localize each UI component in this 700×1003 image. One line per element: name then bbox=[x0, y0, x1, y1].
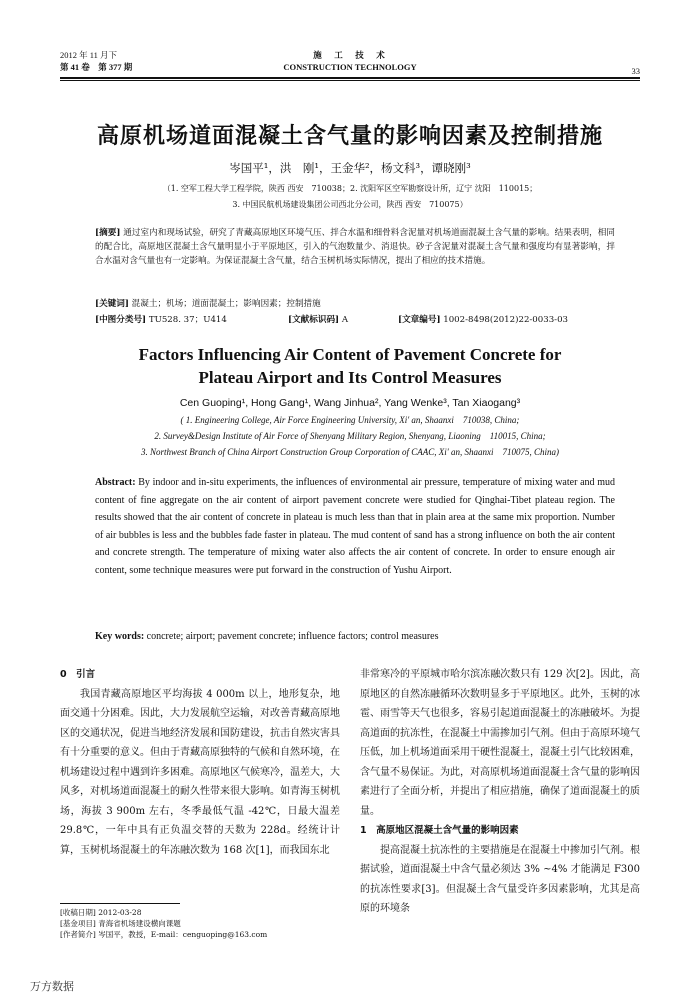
abstract-en bbox=[95, 474, 615, 580]
doc-code-value: A bbox=[341, 315, 349, 325]
keywords-en-label: Key words: bbox=[95, 631, 145, 642]
affiliation-cn-2: 3. 中国民航机场建设集团公司西北分公司，陕西 西安 710075） bbox=[232, 200, 468, 209]
keywords-cn-text: 混凝土；机场；道面混凝土；影响因素；控制措施 bbox=[131, 299, 321, 309]
right-paragraph-1: 非常寒冷的平原城市哈尔滨冻融次数只有 129 次[2]。因此，高原地区的自然冻融循环次数明显多于平原地区。此外，玉树的冰雹、雨雪等天气也很多，容易引起道面混凝土的冻融破坏。为提高道面的抗冻性，在混凝土中需掺加引气剂。但由于高原环境气压低，加上机场道面采用干硬性混凝土，混凝土引气比较困难，含气量不易保证。为此，对高原机场道面混凝土含气量的影响因素进行了全面分析，并提出了相应措施，确保了道面混凝土的质量。 bbox=[360, 669, 640, 817]
keywords-en bbox=[95, 628, 615, 646]
section-0-paragraph: 我国青藏高原地区平均海拔 4 000m 以上，地形复杂，地面交通十分困难。因此，大力发展航空运输，对改善青藏高原地区的交通状况，促进当地经济发展和国防建设，抗击自然灾害具有十分重要的意义。但由于青藏高原独特的气候和自然环境，在机场建设过程中遇到许多困难。高原地区气候寒冷，温差大，大风多，对机场道面混凝土的耐久性带来很大影响。如青海玉树机场，海拔 3 900m 左右，冬季最低气温 -42℃，日最大温差 29.8℃，一年中具有正负温交替的天数为 228d。经统计计算，玉树机场混凝土的年冻融次数为 168 次[1]，而我国东北 bbox=[60, 688, 340, 856]
doc-code bbox=[288, 313, 398, 327]
header-rule-thin bbox=[60, 80, 640, 81]
abstract-cn-text: 通过室内和现场试验，研究了青藏高原地区环境气压、拌合水温和细骨料含泥量对机场道面混凝土含气量的影响。结果表明，相同的配合比，高原地区混凝土含气量明显小于平原地区，引入的气泡数量少、消退快。砂子含泥量对混凝土含气量和强度均有显著影响，拌合水温对含气量也有一定影响。为保证混凝土含气量，结合玉树机场实际情况，提出了相应的技术措施。 bbox=[95, 228, 616, 267]
abstract-en-label: Abstract: bbox=[95, 477, 136, 488]
title-en-line2: Plateau Airport and Its Control Measures bbox=[198, 368, 502, 387]
keywords-cn bbox=[95, 297, 615, 311]
page-number: 33 bbox=[631, 66, 640, 76]
clc-number bbox=[95, 313, 285, 327]
clc-label: [中图分类号] bbox=[95, 315, 147, 325]
keywords-en-text: concrete; airport; pavement concrete; influence factors; control measures bbox=[146, 631, 439, 642]
footnote-rule bbox=[60, 903, 180, 904]
authors-cn: 岑国平¹，洪 刚¹，王金华²，杨文科³，谭晓刚³ bbox=[229, 161, 471, 175]
affiliation-en-1: ( 1. Engineering College, Air Force Engineering University, Xi' an, Shaanxi 710038, China; bbox=[180, 415, 520, 425]
article-number-value: 1002-8498(2012)22-0033-03 bbox=[443, 315, 569, 325]
abstract-en-text: By indoor and in-situ experiments, the influences of environmental air pressure, temperature of mixing water and mud content of fine aggregate on the air content of airport pavement concrete were studied for Qinghai-Tibet plateau region. The results showed that the air content of concrete in plateau is much less than that in plain area at the same mix proportion. Number of air bubbles is less and the bubbles fade faster in plateau. The mud content of sand has a strong influence on both the air content and concrete strength. The temperature of mixing water also affects the air content of concrete. In order to ensure enough air content, some technique measures were put forward in the construction of Yushu Airport. bbox=[95, 477, 616, 576]
affiliation-en-2: 2. Survey&Design Institute of Air Force of Shenyang Military Region, Shenyang, Liaoning 110015, China; bbox=[154, 431, 546, 441]
article-number-label: [文章编号] bbox=[398, 315, 441, 325]
authors-en: Cen Guoping¹, Hong Gang¹, Wang Jinhua², Yang Wenke³, Tan Xiaogang³ bbox=[179, 397, 521, 409]
footnote bbox=[60, 907, 340, 940]
section-1-heading: 1 高原地区混凝土含气量的影响因素 bbox=[360, 825, 519, 836]
article-number bbox=[398, 313, 620, 327]
header-rule bbox=[60, 77, 640, 79]
section-0-heading: 0 引言 bbox=[60, 669, 96, 680]
abstract-cn bbox=[95, 226, 615, 269]
journal-name-cn: 施 工 技 术 bbox=[313, 50, 387, 60]
issue-volume: 第 41 卷 第 377 期 bbox=[60, 62, 133, 72]
title-en-line1: Factors Influencing Air Content of Pavement Concrete for bbox=[138, 345, 562, 364]
clc-value: TU528. 37；U414 bbox=[148, 315, 227, 325]
doc-code-label: [文献标识码] bbox=[288, 315, 340, 325]
abstract-cn-label: [摘要] bbox=[95, 228, 121, 238]
right-column bbox=[360, 665, 640, 919]
journal-name-en: CONSTRUCTION TECHNOLOGY bbox=[283, 62, 417, 72]
keywords-cn-label: [关键词] bbox=[95, 299, 129, 309]
left-column bbox=[60, 665, 340, 860]
title-cn: 高原机场道面混凝土含气量的影响因素及控制措施 bbox=[96, 123, 603, 149]
right-paragraph-2: 提高混凝土抗冻性的主要措施是在混凝土中掺加引气剂。根据试验，道面混凝土中含气量必须达 3% ~4% 才能满足 F300 的抗冻性要求[3]。但混凝土含气量受许多因素影响，尤其是高原的环境条 bbox=[360, 844, 640, 914]
issue-date: 2012 年 11 月下 bbox=[60, 50, 118, 60]
affiliation-en-3: 3. Northwest Branch of China Airport Construction Group Corporation of CAAC, Xi' an, Shaanxi 710075, China) bbox=[141, 447, 559, 457]
watermark: 万方数据 bbox=[30, 980, 74, 993]
affiliation-cn-1: （1. 空军工程大学工程学院，陕西 西安 710038；2. 沈阳军区空军勘察设计所，辽宁 沈阳 110015； bbox=[162, 184, 538, 193]
footnote-received: [收稿日期] 2012-03-28 bbox=[60, 908, 142, 917]
footnote-fund: [基金项目] 青海省机场建设横向课题 bbox=[60, 919, 181, 928]
footnote-author: [作者简介] 岑国平，教授，E-mail：cenguoping@163.com bbox=[60, 930, 268, 939]
